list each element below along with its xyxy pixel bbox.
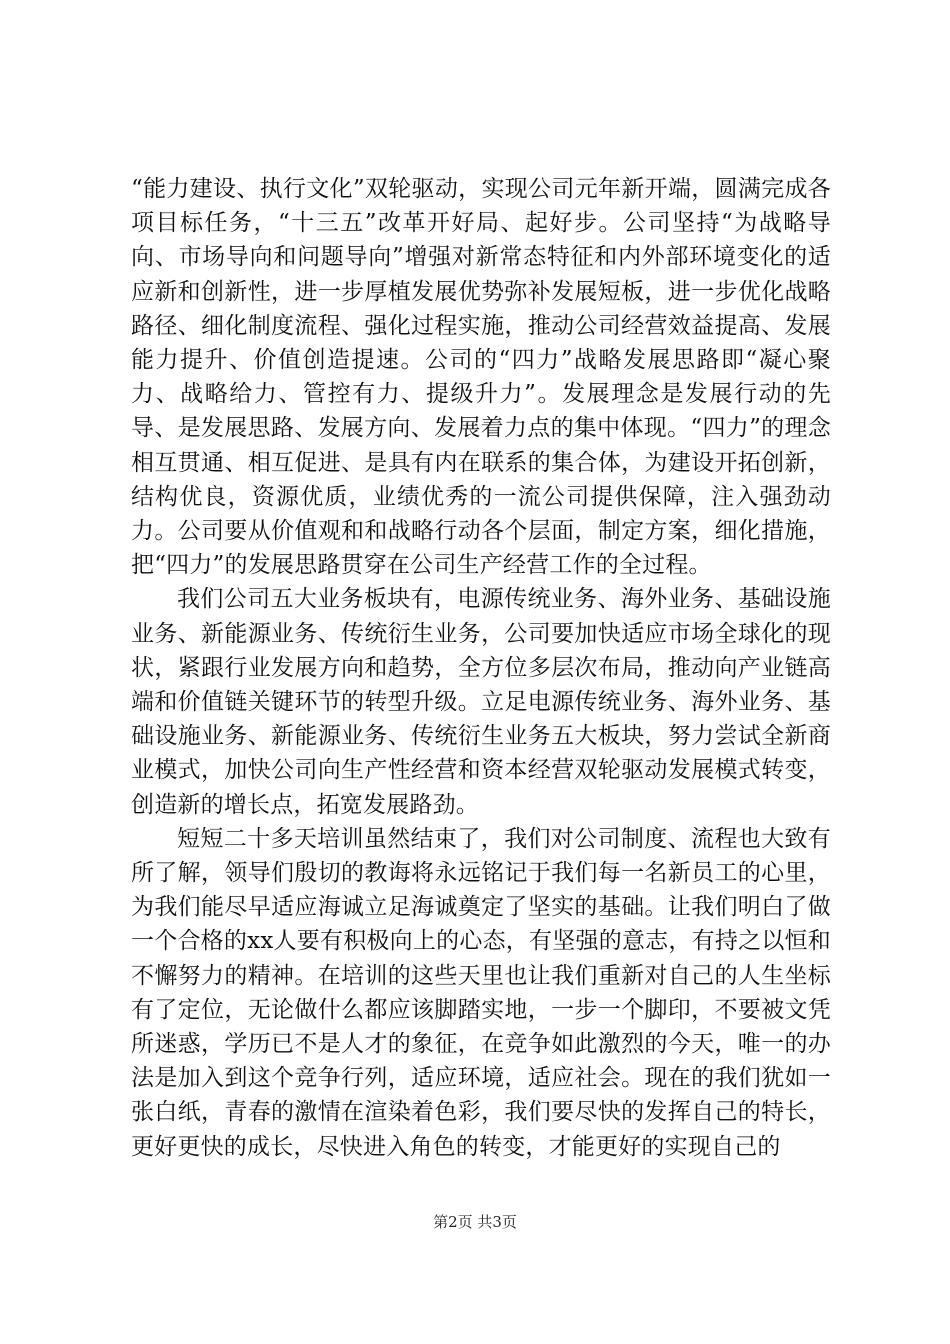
paragraph-business-segments: 我们公司五大业务板块有，电源传统业务、海外业务、基础设施业务、新能源业务、传统衍生业务，公司要加快适应市场全球化的现状，紧跟行业发展方向和趋势，全方位多层次布局，推动向产业链高端和价值链关键环节的转型升级。立足电源传统业务、海外业务、基础设施业务、新能源业务、传统衍生业务五大板块，努力尝试全新商业模式，加快公司向生产性经营和资本经营双轮驱动发展模式转变，创造新的增长点，拓宽发展路劲。	[131, 586, 831, 818]
page-number-footer: 第2页 共3页	[433, 1213, 517, 1231]
document-body	[131, 172, 831, 1164]
paragraph-training-summary: 短短二十多天培训虽然结束了，我们对公司制度、流程也大致有所了解，领导们殷切的教诲将永远铭记于我们每一名新员工的心里，为我们能尽早适应海诚立足海诚奠定了坚实的基础。让我们明白了做一个合格的xx人要有积极向上的心态，有坚强的意志，有持之以恒和不懈努力的精神。在培训的这些天里也让我们重新对自己的人生坐标有了定位，无论做什么都应该脚踏实地，一步一个脚印，不要被文凭所迷惑，学历已不是人才的象征，在竞争如此激烈的今天，唯一的办法是加入到这个竞争行列，适应环境，适应社会。现在的我们犹如一张白纸，青春的激情在渲染着色彩，我们要尽快的发挥自己的特长，更好更快的成长，尽快进入角色的转变，才能更好的实现自己的	[131, 825, 831, 1160]
paragraph-continued: “能力建设、执行文化”双轮驱动，实现公司元年新开端，圆满完成各项目标任务，“十三五”改革开好局、起好步。公司坚持“为战略导向、市场导向和问题导向”增强对新常态特征和内外部环境变化的适应新和创新性，进一步厚植发展优势弥补发展短板，进一步优化战略路径、细化制度流程、强化过程实施，推动公司经营效益提高、发展能力提升、价值创造提速。公司的“四力”战略发展思路即“凝心聚力、战略给力、管控有力、提级升力”。发展理念是发展行动的先导、是发展思路、发展方向、发展着力点的集中体现。“四力”的理念相互贯通、相互促进、是具有内在联系的集合体，为建设开拓创新，结构优良，资源优质，业绩优秀的一流公司提供保障，注入强劲动力。公司要从价值观和和战略行动各个层面，制定方案，细化措施，把“四力”的发展思路贯穿在公司生产经营工作的全过程。	[131, 176, 831, 579]
